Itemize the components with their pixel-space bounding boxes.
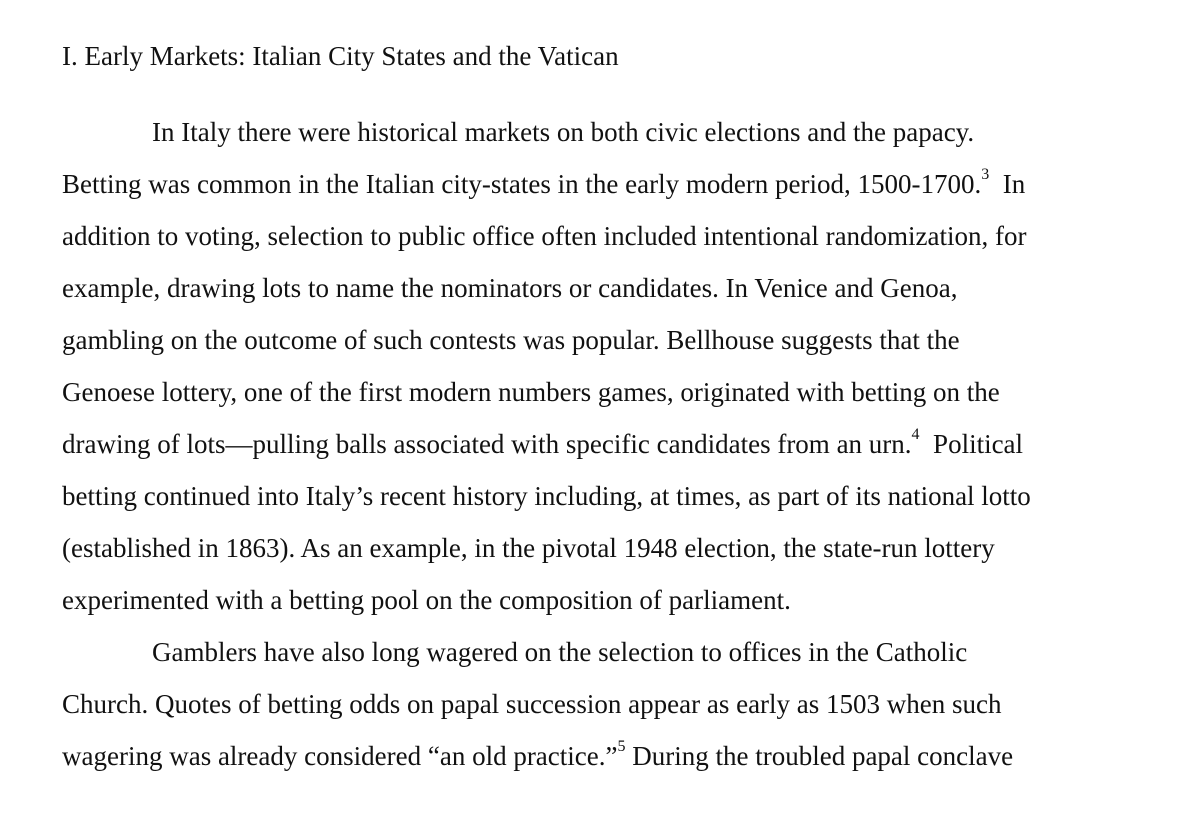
paragraph-1-line-6: Genoese lottery, one of the first modern numbers games, originated with betting on the bbox=[62, 377, 1000, 407]
paragraph-2-line-1: Gamblers have also long wagered on the selection to offices in the Catholic bbox=[152, 637, 968, 667]
paragraph-1-line-2 bbox=[62, 166, 1025, 202]
paragraph-1-line-8: betting continued into Italy’s recent history including, at times, as part of its national lotto bbox=[62, 481, 1031, 511]
footnote-ref-4: 4 bbox=[911, 426, 920, 443]
paragraph-1-line-4: example, drawing lots to name the nominators or candidates. In Venice and Genoa, bbox=[62, 273, 958, 303]
paragraph-1-line-1: In Italy there were historical markets on both civic elections and the papacy. bbox=[152, 117, 975, 147]
paragraph-2-line-3 bbox=[62, 738, 1013, 774]
footnote-ref-5: 5 bbox=[617, 738, 626, 755]
footnote-ref-3: 3 bbox=[981, 166, 990, 183]
paragraph-1-line-7 bbox=[62, 426, 1023, 462]
paragraph-1-line-9: (established in 1863). As an example, in the pivotal 1948 election, the state-run lottery bbox=[62, 533, 995, 563]
paragraph-1-line-3: addition to voting, selection to public office often included intentional randomization, for bbox=[62, 221, 1027, 251]
line-text: Betting was common in the Italian city-states in the early modern period, 1500-1700. bbox=[62, 169, 982, 199]
paragraph-2-line-2: Church. Quotes of betting odds on papal succession appear as early as 1503 when such bbox=[62, 689, 1002, 719]
line-text-after-footnote: In bbox=[1002, 169, 1026, 199]
line-text: drawing of lots—pulling balls associated with specific candidates from an urn. bbox=[62, 429, 912, 459]
paragraph-1-line-5: gambling on the outcome of such contests was popular. Bellhouse suggests that the bbox=[62, 325, 960, 355]
line-text-after-footnote: During the troubled papal conclave bbox=[632, 741, 1014, 771]
section-heading: I. Early Markets: Italian City States and the Vatican bbox=[62, 41, 619, 71]
line-text-after-footnote: Political bbox=[933, 429, 1024, 459]
line-text: wagering was already considered “an old practice.” bbox=[62, 741, 618, 771]
paragraph-1-line-10: experimented with a betting pool on the composition of parliament. bbox=[62, 585, 791, 615]
